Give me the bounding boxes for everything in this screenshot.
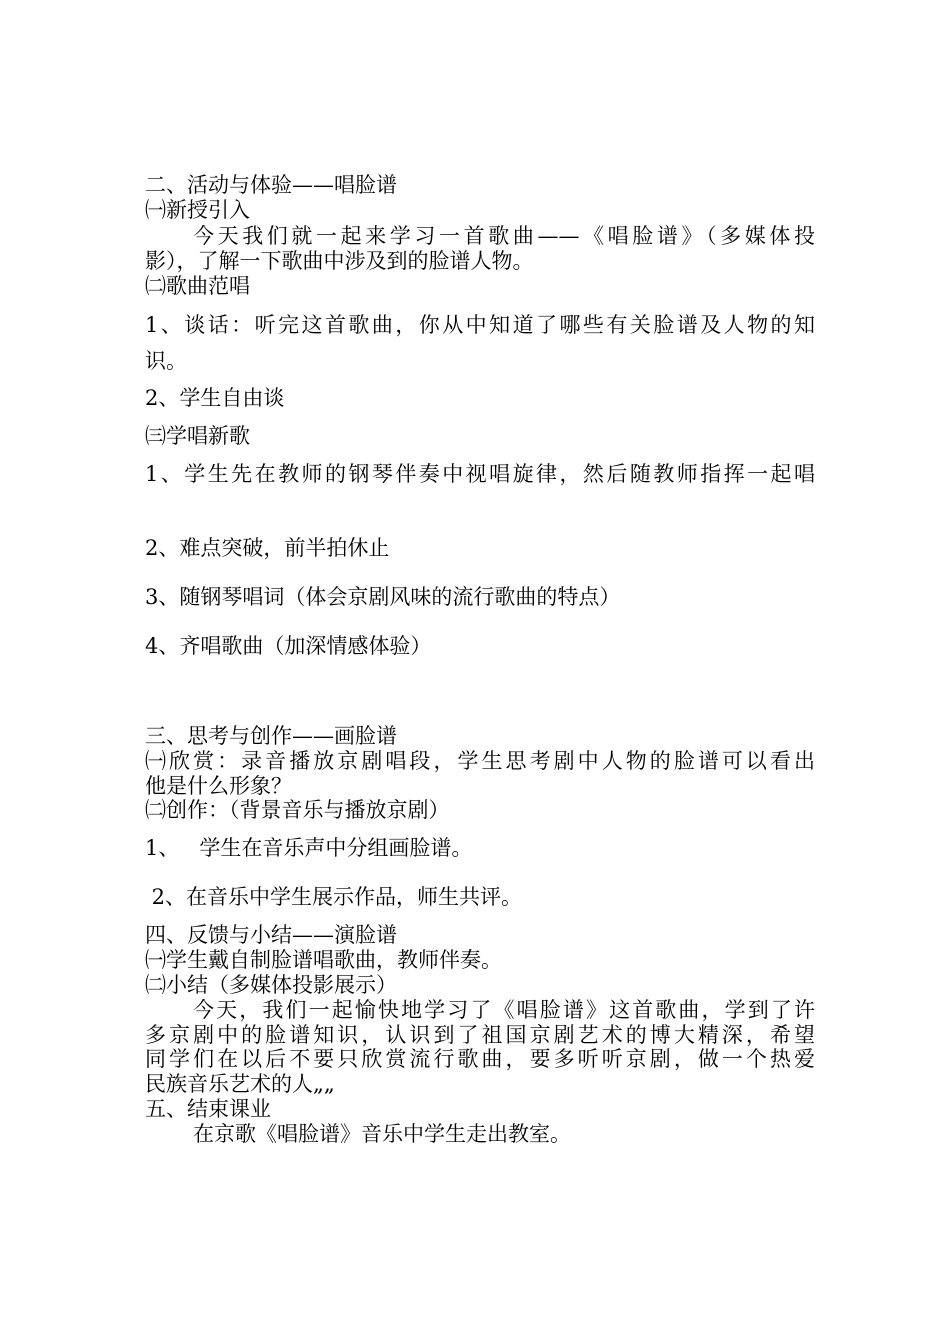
- section-heading-5: 五、结束课业: [145, 1097, 271, 1121]
- subheading-summary: ㈡小结（多媒体投影展示）: [145, 973, 397, 997]
- list-item: 1、学生先在教师的钢琴伴奏中视唱旋律，然后随教师指挥一起唱: [145, 462, 815, 486]
- paragraph-line: ㈠学生戴自制脸谱唱歌曲，教师伴奏。: [145, 948, 502, 972]
- subheading-demo-singing: ㈡歌曲范唱: [145, 274, 250, 298]
- list-item: 1、 学生在音乐声中分组画脸谱。: [145, 836, 473, 860]
- subheading-creation: ㈡创作：（背景音乐与播放京剧）: [145, 798, 450, 822]
- paragraph-line: 民族音乐艺术的人„„: [145, 1072, 335, 1096]
- list-item: 2、难点突破，前半拍休止: [145, 536, 390, 560]
- paragraph-line: ㈠欣赏：录音播放京剧唱段，学生思考剧中人物的脸谱可以看出: [145, 749, 815, 773]
- paragraph-line: 今天我们就一起来学习一首歌曲——《唱脸谱》（多媒体投: [193, 224, 815, 248]
- paragraph-line: 多京剧中的脸谱知识，认识到了祖国京剧艺术的博大精深，希望: [145, 1023, 815, 1047]
- subheading-learn-song: ㈢学唱新歌: [145, 424, 250, 448]
- section-heading-4: 四、反馈与小结——演脸谱: [145, 923, 397, 947]
- paragraph-line: 今天，我们一起愉快地学习了《唱脸谱》这首歌曲，学到了许: [193, 998, 815, 1022]
- paragraph-line: 影），了解一下歌曲中涉及到的脸谱人物。: [145, 249, 534, 273]
- paragraph-line: 同学们在以后不要只欣赏流行歌曲，要多听听京剧，做一个热爱: [145, 1047, 815, 1071]
- list-item: 2、学生自由谈: [145, 386, 285, 410]
- list-item: 2、在音乐中学生展示作品，师生共评。: [145, 885, 523, 909]
- list-item: 3、随钢琴唱词（体会京剧风味的流行歌曲的特点）: [145, 585, 621, 609]
- paragraph-line: 识。: [145, 349, 187, 373]
- paragraph-line: 在京歌《唱脸谱》音乐中学生走出教室。: [193, 1122, 571, 1146]
- subheading-new-lesson: ㈠新授引入: [145, 198, 250, 222]
- paragraph-line: 他是什么形象？: [145, 774, 292, 798]
- list-item: 4、齐唱歌曲（加深情感体验）: [145, 634, 432, 658]
- section-heading-2: 二、活动与体验——唱脸谱: [145, 173, 397, 197]
- paragraph-line: 1、谈话：听完这首歌曲，你从中知道了哪些有关脸谱及人物的知: [145, 313, 815, 337]
- section-heading-3: 三、思考与创作——画脸谱: [145, 724, 397, 748]
